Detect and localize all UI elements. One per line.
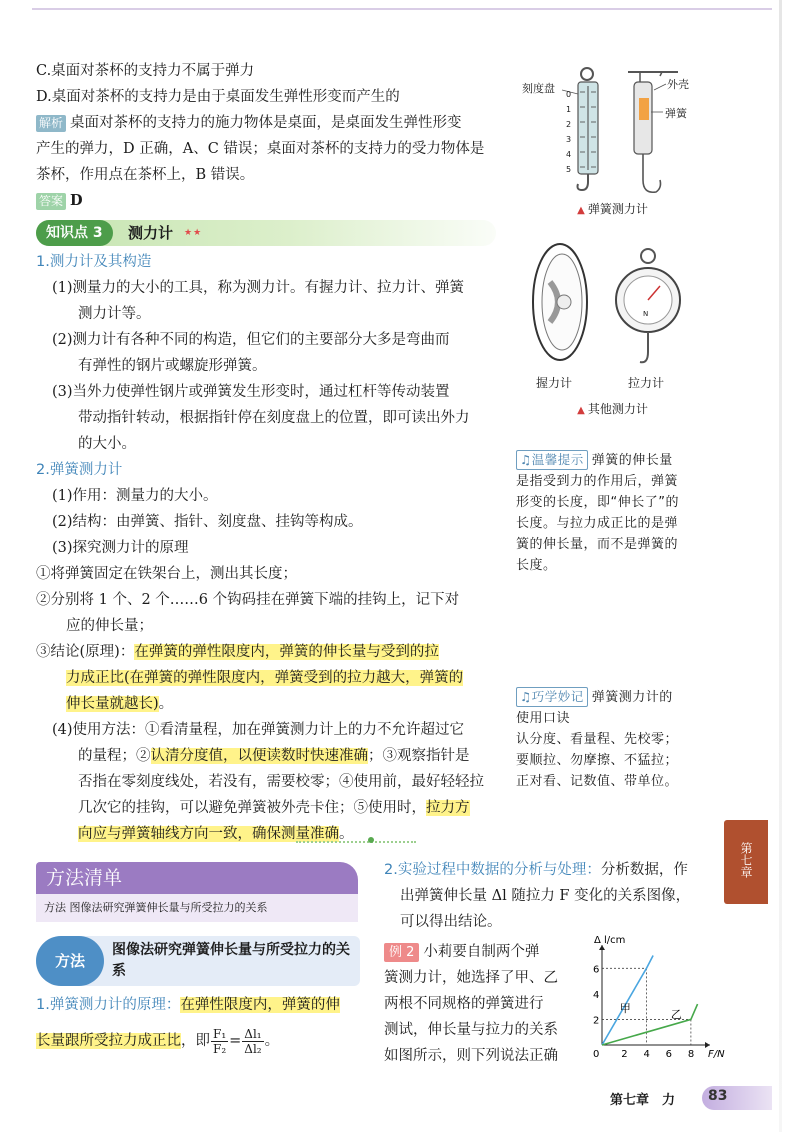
- example-line-2: 簧测力计，她选择了甲、乙: [384, 970, 558, 986]
- analysis-line-2: 产生的弹力，D 正确，A、C 错误；桌面对茶杯的支持力的受力物体是: [36, 141, 485, 157]
- gauge-unit: N: [643, 310, 649, 318]
- sec2-l4: ①将弹簧固定在铁架台上，测出其长度；: [36, 566, 297, 582]
- sec2-l6b-row: [36, 665, 504, 691]
- frac1-denominator: F₂: [213, 1041, 227, 1056]
- x-axis-label: F/N: [708, 1049, 725, 1060]
- grip-dynamometer-drawing: [533, 244, 587, 360]
- principle-highlight-2: 长量跟所受拉力成正比: [36, 1033, 181, 1049]
- sec1-p3a: (3)当外力使弹性钢片或弹簧发生形变时，通过杠杆等传动装置: [52, 384, 450, 400]
- analysis-line-3: 茶杯，作用点在茶杯上，B 错误。: [36, 167, 255, 183]
- x-tick-label: 6: [665, 1049, 673, 1060]
- example-line-4: 测试，伸长量与拉力的关系: [384, 1022, 558, 1038]
- top-rule: [32, 8, 772, 10]
- tip-text-3: 形变的长度，即“伸长了”的: [516, 495, 679, 510]
- section-divider: [296, 841, 416, 843]
- x-axis-arrow: [705, 1042, 710, 1048]
- mnemonic-line-2: 要顺拉、勿摩擦、不猛拉；: [516, 753, 679, 768]
- analysis-text-b: 出弹簧伸长量 Δl 随拉力 F 变化的关系图像，: [400, 888, 691, 904]
- sec2-l5a: ②分别将 1 个、2 个……6 个钩码挂在弹簧下端的挂钩上，记下对: [36, 592, 460, 608]
- mnemonic-tag-text: 巧学妙记: [531, 689, 584, 704]
- footer-chapter: 第七章 力: [610, 1093, 676, 1108]
- knowledge-point-title: 测力计: [128, 224, 174, 242]
- frac2-denominator: Δl₂: [244, 1041, 262, 1056]
- force-meter-figure: [510, 62, 715, 422]
- caption-other-meters: [510, 400, 715, 417]
- principle-title: 1.弹簧测力计的原理：: [36, 997, 181, 1013]
- data-analysis-section: [384, 857, 725, 1069]
- origin-label: 0: [593, 1049, 600, 1060]
- tip-tag-text: 温馨提示: [531, 452, 584, 467]
- dial-label: 刻度盘: [522, 82, 555, 95]
- mnemonic-line-3: 正对看、记数值、带单位。: [516, 774, 679, 789]
- extension-force-chart: [580, 935, 725, 1067]
- chapter-side-tab-label: 第七章: [739, 842, 753, 878]
- knowledge-point-header: [36, 220, 496, 246]
- caption-2-text: 其他测力计: [587, 402, 648, 416]
- sec2-l5b: 应的伸长量；: [66, 618, 153, 634]
- sec2-l7a: (4)使用方法：①看清量程，加在弹簧测力计上的力不允许超过它: [52, 722, 465, 738]
- sec2-l1: (1)作用：测量力的大小。: [52, 488, 218, 504]
- mnemonic-tag: [516, 687, 588, 707]
- caption-1-text: 弹簧测力计: [587, 202, 648, 216]
- sec1-p1a: (1)测量力的大小的工具，称为测力计。有握力计、拉力计、弹簧: [52, 280, 465, 296]
- page-fold: [779, 0, 782, 1132]
- analysis-tag: 解析: [36, 115, 66, 132]
- sec2-l6c: 伸长量就越长): [66, 696, 159, 712]
- tip-box: [516, 450, 708, 576]
- mnemonic-title-2: 使用口诀: [516, 711, 571, 726]
- example-line-1: 小莉要自制两个弹: [423, 944, 540, 960]
- left-column: [36, 58, 504, 847]
- l7d-highlight: 拉力方: [426, 800, 470, 816]
- scale-number-1: 1: [566, 105, 572, 114]
- tip-text-6: 长度。: [516, 558, 557, 573]
- mnemonic-icon: ♫: [520, 689, 532, 704]
- sec2-l7c: 否指在零刻度线处，若没有，需要校零；④使用前，最好轻轻拉: [78, 774, 484, 790]
- frac1-numerator: F₁: [213, 1026, 227, 1041]
- sec1-p2b: 有弹性的钢片或螺旋形弹簧。: [78, 358, 267, 374]
- analysis-line-1: 桌面对茶杯的支持力的施力物体是桌面，是桌面发生弹性形变: [70, 115, 462, 131]
- sec1-p3c: 的大小。: [78, 436, 136, 452]
- caption-marker-icon: ▲: [577, 405, 585, 416]
- tip-icon: ♫: [520, 452, 532, 467]
- principle-highlight-1: 在弹性限度内，弹簧的伸: [180, 997, 340, 1013]
- y-axis-label: Δ l/cm: [594, 935, 626, 946]
- option-c: C.桌面对茶杯的支持力不属于弹力: [36, 63, 255, 79]
- sec2-l2: (2)结构：由弹簧、指针、刻度盘、挂钩等构成。: [52, 514, 363, 530]
- fraction-force: [211, 1027, 228, 1056]
- sec2-l3: (3)探究测力计的原理: [52, 540, 189, 556]
- sec1-p2a: (2)测力计有各种不同的构造，但它们的主要部分大多是弯曲而: [52, 332, 450, 348]
- analysis: [36, 110, 504, 136]
- spring-label: 弹簧: [665, 107, 687, 120]
- sec1-p1b: 测力计等。: [78, 306, 151, 322]
- l7d-pre: 几次它的挂钩，可以避免弹簧被外壳卡住；⑤使用时，: [78, 800, 426, 816]
- sec2-l6c-end: 。: [158, 696, 174, 712]
- l7e-end: 。: [339, 826, 354, 842]
- sec2-l6: [36, 639, 504, 665]
- method-principle: [36, 990, 366, 1062]
- conclusion-highlight: 在弹簧的弹性限度内，弹簧的伸长量与受到的拉: [134, 644, 439, 660]
- equals-sign: =: [229, 1033, 242, 1049]
- option-d: D.桌面对茶杯的支持力是由于桌面发生弹性形变而产生的: [36, 89, 400, 105]
- mnemonic-box: [516, 687, 708, 792]
- knowledge-point-badge: 知识点 3: [36, 220, 113, 246]
- scale-number-4: 4: [566, 150, 572, 159]
- example-line-3: 两根不同规格的弹簧进行: [384, 996, 544, 1012]
- x-tick-label: 8: [687, 1049, 695, 1060]
- analysis-title: 2.实验过程中数据的分析与处理：: [384, 862, 601, 878]
- conclusion-label: ③结论(原理)：: [36, 644, 135, 660]
- principle-end: 。: [264, 1033, 280, 1049]
- caption-marker-icon: ▲: [577, 205, 585, 216]
- fraction-extension: [242, 1027, 263, 1056]
- sec2-l7b: [36, 743, 504, 769]
- example-2-block: [384, 935, 725, 1069]
- difficulty-stars: ★★: [184, 228, 203, 238]
- mnemonic-title-1: 弹簧测力计的: [591, 690, 673, 705]
- sec1-p3b: 带动指针转动，根据指针停在刻度盘上的位置，即可读出外力: [78, 410, 470, 426]
- series-line-jia: [602, 956, 653, 1045]
- principle-post: ，即: [181, 1033, 210, 1049]
- answer-value: D: [70, 192, 83, 209]
- x-tick-label: 2: [621, 1049, 628, 1060]
- x-tick-label: 4: [643, 1049, 650, 1060]
- example-2-text: [384, 939, 584, 1069]
- example-line-5: 如图所示，则下列说法正确: [384, 1048, 558, 1064]
- method-badge: 方法: [36, 936, 104, 986]
- method-list-header: 方法清单: [36, 862, 358, 894]
- scale-number-0: 0: [566, 90, 572, 99]
- scale-number-2: 2: [566, 120, 572, 129]
- divider-dot: [368, 837, 374, 843]
- l7b-highlight: 认清分度值，以便读数时快速准确: [150, 748, 368, 764]
- tip-text-4: 长度。与拉力成正比的是弹: [516, 516, 679, 531]
- answer: [36, 188, 504, 214]
- page-number: 83: [708, 1088, 728, 1104]
- shell-label: 外壳: [667, 78, 689, 91]
- y-tick-label: 2: [593, 1015, 600, 1027]
- method-heading: [36, 936, 360, 986]
- caption-spring-scale: [510, 200, 715, 217]
- tip-text-1: 弹簧的伸长量: [591, 453, 673, 468]
- example-tag: 例 2: [384, 943, 419, 962]
- analysis-text-a: 分析数据，作: [600, 862, 688, 878]
- mnemonic-line-1: 认分度、看量程、先校零；: [516, 732, 679, 747]
- sec2-l7e: [36, 821, 504, 847]
- section-2-title: 2.弹簧测力计: [36, 462, 123, 478]
- grip-meter-label: 握力计: [536, 376, 573, 390]
- l7b-post: ；③观察指针是: [368, 748, 470, 764]
- scale-number-5: 5: [566, 165, 572, 174]
- tip-tag: [516, 450, 588, 470]
- section-1-title: 1.测力计及其构造: [36, 254, 152, 270]
- tip-text-5: 簧的伸长量，而不是弹簧的: [516, 537, 679, 552]
- scale-number-3: 3: [566, 135, 572, 144]
- series-line-yi: [602, 1001, 698, 1045]
- sec2-l6c-row: [36, 691, 504, 717]
- l7e-highlight: 向应与弹簧轴线方向一致，确保测量准确: [78, 826, 339, 842]
- l7b-pre: 的量程；②: [78, 748, 151, 764]
- answer-tag: 答案: [36, 193, 66, 210]
- y-tick-label: 4: [593, 989, 600, 1001]
- pull-dynamometer-drawing: [616, 249, 680, 362]
- pull-meter-label: 拉力计: [628, 376, 665, 390]
- method-list-item: 方法 图像法研究弹簧伸长量与所受拉力的关系: [36, 894, 358, 922]
- tip-text-2: 是指受到力的作用后，弹簧: [516, 474, 679, 489]
- sec2-l6b: 力成正比(在弹簧的弹性限度内，弹簧受到的拉力越大，弹簧的: [66, 670, 464, 686]
- analysis-text-c: 可以得出结论。: [400, 914, 502, 930]
- series-label-yi: 乙: [670, 1008, 682, 1022]
- sec2-l7d: [36, 795, 504, 821]
- method-title: 图像法研究弹簧伸长量与所受拉力的关系: [112, 942, 350, 979]
- frac2-numerator: Δl₁: [244, 1026, 262, 1041]
- chapter-side-tab[interactable]: [724, 820, 768, 904]
- series-label-jia: 甲: [619, 1001, 631, 1015]
- y-tick-label: 6: [593, 964, 600, 976]
